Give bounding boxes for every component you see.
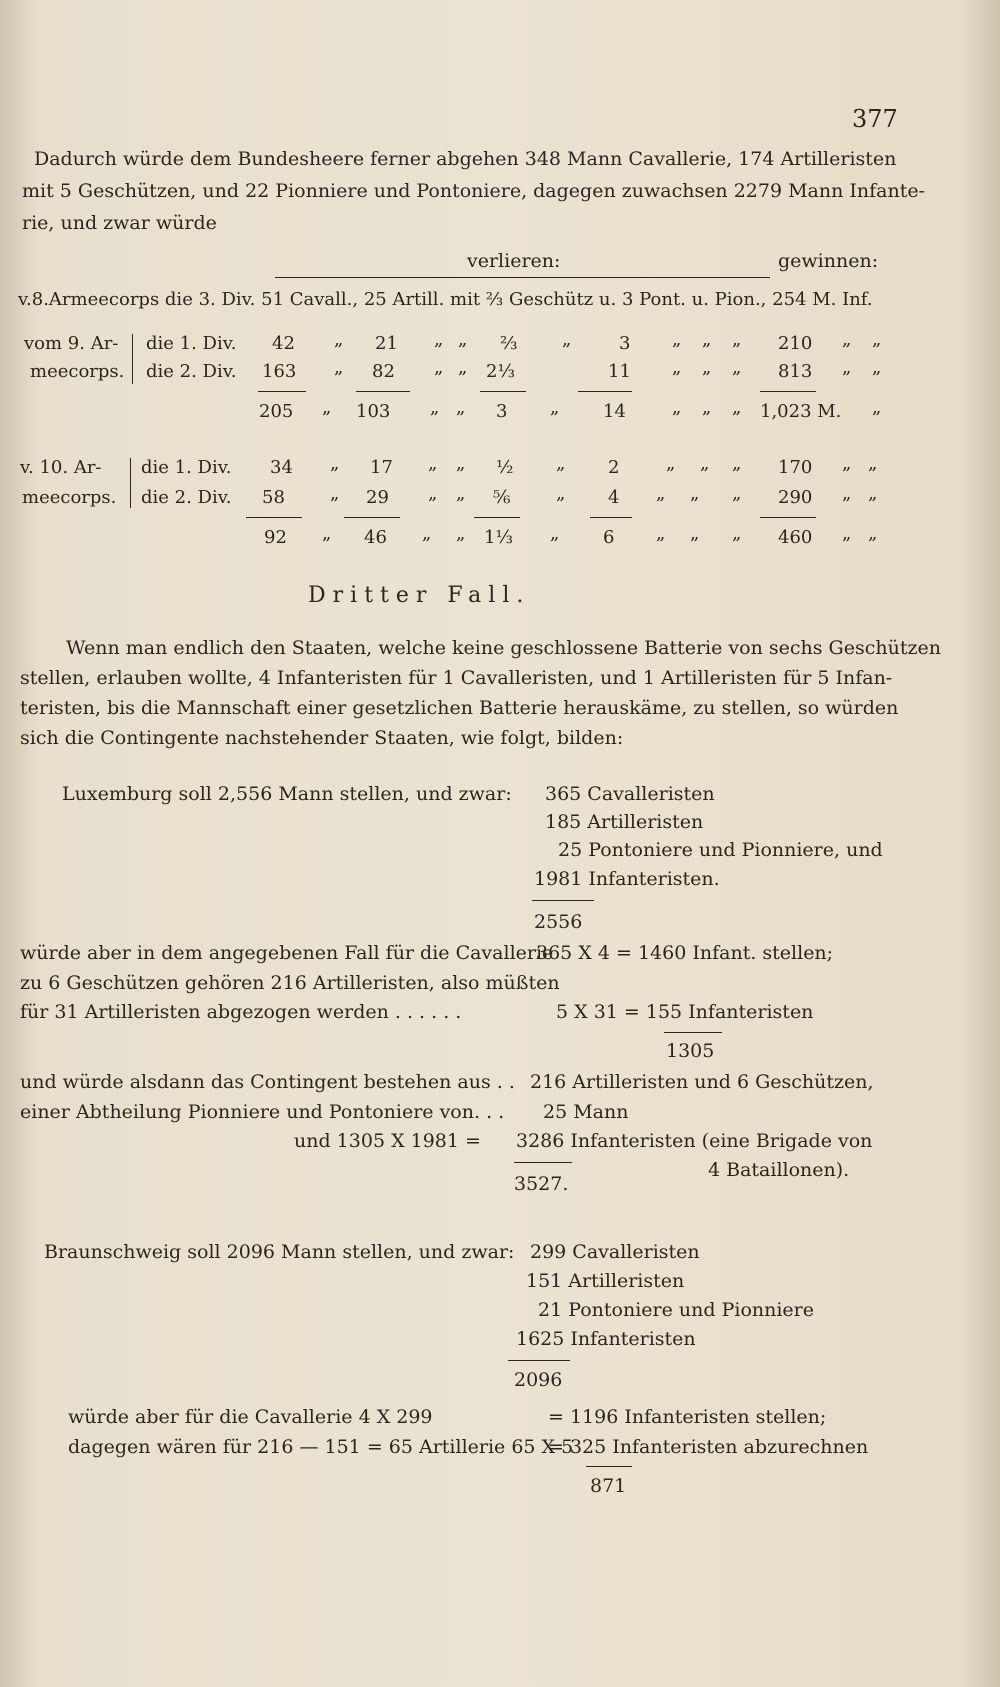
bs-subtotal: 871	[590, 1475, 627, 1497]
paragraph-line: stellen, erlauben wollte, 4 Infanteristen für 1 Cavalleristen, und 1 Artilleristen für 5 Infan-	[20, 667, 893, 689]
lux-item: 25 Pontoniere und Pionniere, und	[558, 839, 883, 861]
ditto-mark: „	[330, 483, 340, 504]
corps9-pon: 3	[619, 333, 631, 354]
lux-item: 1981 Infanteristen.	[534, 868, 720, 890]
bs-item: 1625 Infanteristen	[516, 1328, 696, 1350]
bs-calc-line: dagegen wären für 216 — 151 = 65 Artillerie 65 X 5	[68, 1436, 574, 1458]
ditto-mark: „	[732, 453, 742, 474]
page-number: 377	[852, 105, 898, 133]
corps10-sum-rule	[760, 517, 816, 518]
corps10-inf: 170	[778, 457, 813, 478]
ditto-mark: „	[322, 397, 332, 418]
ditto-mark: „	[562, 329, 572, 350]
lux-calc-result: 365 X 4 = 1460 Infant. stellen;	[536, 942, 834, 964]
intro-line: Dadurch würde dem Bundesheere ferner abgehen 348 Mann Cavallerie, 174 Artilleristen	[34, 148, 897, 170]
corps9-cav: 42	[272, 333, 295, 354]
corps9-art: 82	[372, 361, 395, 382]
corps10-sum-rule	[590, 517, 632, 518]
corps9-sum-gun: 3	[496, 401, 508, 422]
corps10-label: v. 10. Ar-	[20, 457, 102, 478]
header-gain: gewinnen:	[778, 250, 879, 272]
lux-contingent-line: und 1305 X 1981 =	[294, 1130, 481, 1152]
corps10-sum-cav: 92	[264, 527, 287, 548]
ditto-mark: „	[842, 329, 852, 350]
ditto-mark: „	[872, 397, 882, 418]
corps9-sum-pon: 14	[603, 401, 626, 422]
ditto-mark: „	[430, 397, 440, 418]
corps10-cav: 58	[262, 487, 285, 508]
bs-sub-rule	[586, 1466, 632, 1467]
corps10-sum-gun: 1⅓	[484, 527, 513, 548]
ditto-mark: „	[428, 453, 438, 474]
ditto-mark: „	[456, 523, 466, 544]
header-lose: verlieren:	[467, 250, 561, 272]
ditto-mark: „	[732, 483, 742, 504]
corps9-sum-rule	[258, 391, 306, 392]
ditto-mark: „	[550, 397, 560, 418]
corps9-art: 21	[375, 333, 398, 354]
ditto-mark: „	[732, 523, 742, 544]
corps10-inf: 290	[778, 487, 813, 508]
ditto-mark: „	[334, 329, 344, 350]
bs-total: 2096	[514, 1369, 563, 1391]
ditto-mark: „	[872, 357, 882, 378]
lux-item: 365 Cavalleristen	[545, 783, 715, 805]
corps10-label: meecorps.	[22, 487, 117, 508]
corps10-sum-rule	[246, 517, 302, 518]
corps10-div: die 2. Div.	[141, 487, 232, 508]
corps9-cav: 163	[262, 361, 297, 382]
lux-contingent-result: 216 Artilleristen und 6 Geschützen,	[530, 1071, 874, 1093]
paragraph-line: sich die Contingente nachstehender Staaten, wie folgt, bilden:	[20, 727, 624, 749]
corps10-art: 17	[370, 457, 393, 478]
corps9-gun: 2⅓	[486, 361, 515, 382]
ditto-mark: „	[322, 523, 332, 544]
bs-calc-result: = 325 Infanteristen abzurechnen	[548, 1436, 869, 1458]
corps9-brace	[132, 334, 133, 384]
corps10-sum-art: 46	[364, 527, 387, 548]
ditto-mark: „	[666, 453, 676, 474]
section-title: Dritter Fall.	[308, 583, 531, 608]
ditto-mark: „	[732, 357, 742, 378]
lux-calc-line: für 31 Artilleristen abgezogen werden . . . . . .	[20, 1001, 462, 1023]
ditto-mark: „	[434, 357, 444, 378]
ditto-mark: „	[842, 483, 852, 504]
row-8th-corps: v.8.Armeecorps die 3. Div. 51 Cavall., 25 Artill. mit ⅔ Geschütz u. 3 Pont. u. Pion., 254 M. Inf.	[18, 289, 873, 310]
ditto-mark: „	[330, 453, 340, 474]
corps10-gun: ½	[496, 457, 514, 478]
ditto-mark: „	[702, 329, 712, 350]
lux-calc-result: 5 X 31 = 155 Infanteristen	[556, 1001, 814, 1023]
ditto-mark: „	[456, 453, 466, 474]
ditto-mark: „	[868, 523, 878, 544]
corps10-cav: 34	[270, 457, 293, 478]
ditto-mark: „	[672, 397, 682, 418]
corps9-sum-rule	[578, 391, 632, 392]
ditto-mark: „	[690, 483, 700, 504]
ditto-mark: „	[656, 483, 666, 504]
corps9-sum-inf: 1,023 M.	[760, 401, 842, 422]
ditto-mark: „	[556, 453, 566, 474]
corps10-sum-rule	[474, 517, 520, 518]
header-rule	[275, 277, 770, 278]
ditto-mark: „	[550, 523, 560, 544]
lux-total-rule	[532, 900, 594, 901]
corps9-label: meecorps.	[30, 361, 125, 382]
corps10-sum-inf: 460	[778, 527, 813, 548]
ditto-mark: „	[732, 397, 742, 418]
ditto-mark: „	[458, 357, 468, 378]
corps10-pon: 2	[608, 457, 620, 478]
lux-item: 185 Artilleristen	[545, 811, 704, 833]
ditto-mark: „	[656, 523, 666, 544]
paragraph-line: teristen, bis die Mannschaft einer gesetzlichen Batterie herauskäme, zu stellen, so würden	[20, 697, 899, 719]
lux-sub-rule	[664, 1032, 722, 1033]
ditto-mark: „	[428, 483, 438, 504]
bs-calc-line: würde aber für die Cavallerie 4 X 299	[68, 1406, 433, 1428]
ditto-mark: „	[556, 483, 566, 504]
lux-subtotal: 1305	[666, 1040, 715, 1062]
corps9-sum-rule	[356, 391, 410, 392]
ditto-mark: „	[458, 329, 468, 350]
corps9-div: die 1. Div.	[146, 333, 237, 354]
corps9-inf: 813	[778, 361, 813, 382]
lux-contingent-result: 25 Mann	[543, 1101, 629, 1123]
corps10-div: die 1. Div.	[141, 457, 232, 478]
corps9-sum-rule	[480, 391, 526, 392]
lux-grand-total: 3527.	[514, 1173, 569, 1195]
ditto-mark: „	[872, 329, 882, 350]
corps9-sum-rule	[760, 391, 816, 392]
lux-calc-line: zu 6 Geschützen gehören 216 Artilleristen, also müßten	[20, 972, 560, 994]
corps9-pon: 11	[608, 361, 631, 382]
corps10-gun: ⅚	[493, 487, 511, 508]
corps10-brace	[130, 458, 131, 508]
paragraph-line: Wenn man endlich den Staaten, welche keine geschlossene Batterie von sechs Geschützen	[66, 637, 941, 659]
ditto-mark: „	[868, 453, 878, 474]
bs-item: 151 Artilleristen	[526, 1270, 685, 1292]
lux-intro: Luxemburg soll 2,556 Mann stellen, und zwar:	[62, 783, 512, 805]
bs-intro: Braunschweig soll 2096 Mann stellen, und zwar:	[44, 1241, 515, 1263]
intro-line: rie, und zwar würde	[22, 212, 217, 234]
ditto-mark: „	[702, 357, 712, 378]
bs-item: 21 Pontoniere und Pionniere	[538, 1299, 815, 1321]
corps9-sum-cav: 205	[259, 401, 294, 422]
ditto-mark: „	[334, 357, 344, 378]
corps10-pon: 4	[608, 487, 620, 508]
ditto-mark: „	[456, 397, 466, 418]
ditto-mark: „	[672, 329, 682, 350]
corps10-sum-pon: 6	[603, 527, 615, 548]
ditto-mark: „	[868, 483, 878, 504]
lux-contingent-result: 4 Bataillonen).	[708, 1159, 850, 1181]
ditto-mark: „	[842, 453, 852, 474]
ditto-mark: „	[422, 523, 432, 544]
lux-contingent-line: und würde alsdann das Contingent bestehen aus . .	[20, 1071, 515, 1093]
corps9-label: vom 9. Ar-	[24, 333, 119, 354]
ditto-mark: „	[702, 397, 712, 418]
corps9-inf: 210	[778, 333, 813, 354]
corps10-art: 29	[366, 487, 389, 508]
corps9-div: die 2. Div.	[146, 361, 237, 382]
ditto-mark: „	[456, 483, 466, 504]
ditto-mark: „	[700, 453, 710, 474]
ditto-mark: „	[434, 329, 444, 350]
corps9-gun: ⅔	[500, 333, 518, 354]
lux-total: 2556	[534, 911, 583, 933]
ditto-mark: „	[690, 523, 700, 544]
bs-calc-result: = 1196 Infanteristen stellen;	[548, 1406, 827, 1428]
bs-item: 299 Cavalleristen	[530, 1241, 700, 1263]
ditto-mark: „	[842, 357, 852, 378]
bs-total-rule	[508, 1360, 570, 1361]
ditto-mark: „	[842, 523, 852, 544]
lux-calc-line: würde aber in dem angegebenen Fall für die Cavallerie	[20, 942, 554, 964]
lux-contingent-result: 3286 Infanteristen (eine Brigade von	[516, 1130, 873, 1152]
corps9-sum-art: 103	[356, 401, 391, 422]
corps10-sum-rule	[344, 517, 400, 518]
lux-contingent-line: einer Abtheilung Pionniere und Pontoniere von. . .	[20, 1101, 505, 1123]
ditto-mark: „	[672, 357, 682, 378]
intro-line: mit 5 Geschützen, und 22 Pionniere und Pontoniere, dagegen zuwachsen 2279 Mann Infante-	[22, 180, 926, 202]
lux-grand-rule	[514, 1162, 572, 1163]
ditto-mark: „	[732, 329, 742, 350]
